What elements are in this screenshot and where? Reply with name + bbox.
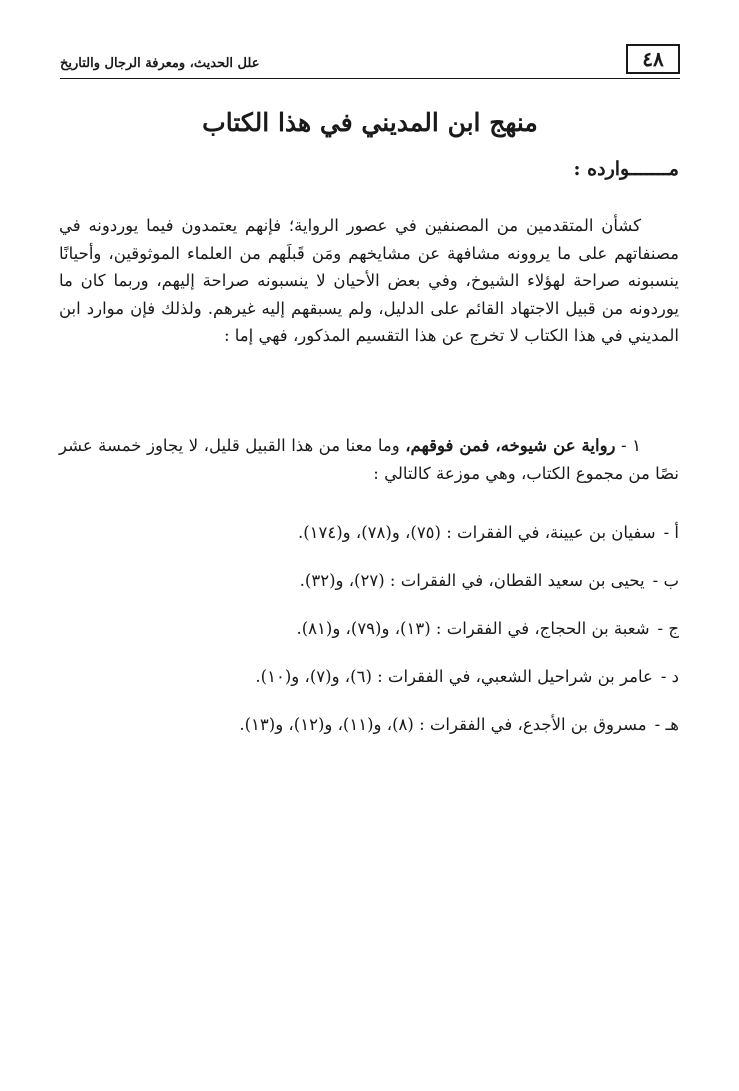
list-item: [59, 614, 679, 662]
list-item: [59, 662, 679, 710]
list-item: [59, 710, 679, 758]
paragraph-intro: كشأن المتقدمين من المصنفين في عصور الرواية؛ فإنهم يعتمدون فيما يوردونه في مصنفاتهم على ما يروونه مشافهة عن مشايخهم ومَن قَبلَهم من العلماء الموثوقين، وأحيانًا ينسبونه صراحة لهؤلاء الشيوخ، وفي بعض الأحيان لا ينسبونه صراحة إليهم، وربما كان ما يوردونه من قبيل الاجتهاد القائم على الدليل، ولم يسبقهم إليه غيرهم. ولذلك فإن موارد ابن المديني في هذا الكتاب لا تخرج عن هذا التقسيم المذكور، فهي إما :: [59, 216, 679, 345]
paragraph-number: ١ -: [621, 436, 641, 455]
page-header: [60, 44, 680, 82]
page-title: منهج ابن المديني في هذا الكتاب: [202, 108, 538, 137]
list-marker: د -: [660, 667, 679, 686]
list-marker: ب -: [652, 571, 679, 590]
list-marker: أ -: [663, 523, 679, 542]
paragraph-body: وما معنا من هذا القبيل قليل، لا يجاوز خمسة عشر نصًا من مجموع الكتاب، وهي موزعة كالتالي :: [59, 436, 679, 483]
paragraph-bold-lead: رواية عن شيوخه، فمن فوقهم،: [405, 436, 616, 455]
page-number: ٤٨: [626, 44, 680, 74]
list-item-text: يحيى بن سعيد القطان، في الفقرات : (٢٧)، و(٣٢).: [299, 571, 645, 590]
list-item: [59, 566, 679, 614]
list-item-text: شعبة بن الحجاج، في الفقرات : (١٣)، و(٧٩)، و(٨١).: [296, 619, 650, 638]
list-item-text: سفيان بن عيينة، في الفقرات : (٧٥)، و(٧٨)، و(١٧٤).: [297, 523, 656, 542]
header-divider: [60, 78, 680, 79]
list-marker: ج -: [657, 619, 679, 638]
list-item-text: مسروق بن الأجدع، في الفقرات : (٨)، و(١١)، و(١٢)، و(١٣).: [239, 715, 647, 734]
list-item: [59, 518, 679, 566]
paragraph-sources-1: [59, 432, 679, 487]
sources-list: [59, 518, 679, 758]
section-heading: مـــــــوارده :: [573, 158, 679, 180]
list-item-text: عامر بن شراحيل الشعبي، في الفقرات : (٦)، و(٧)، و(١٠).: [255, 667, 653, 686]
running-title: علل الحديث، ومعرفة الرجال والتاريخ: [60, 56, 260, 71]
list-marker: هـ -: [654, 715, 679, 734]
